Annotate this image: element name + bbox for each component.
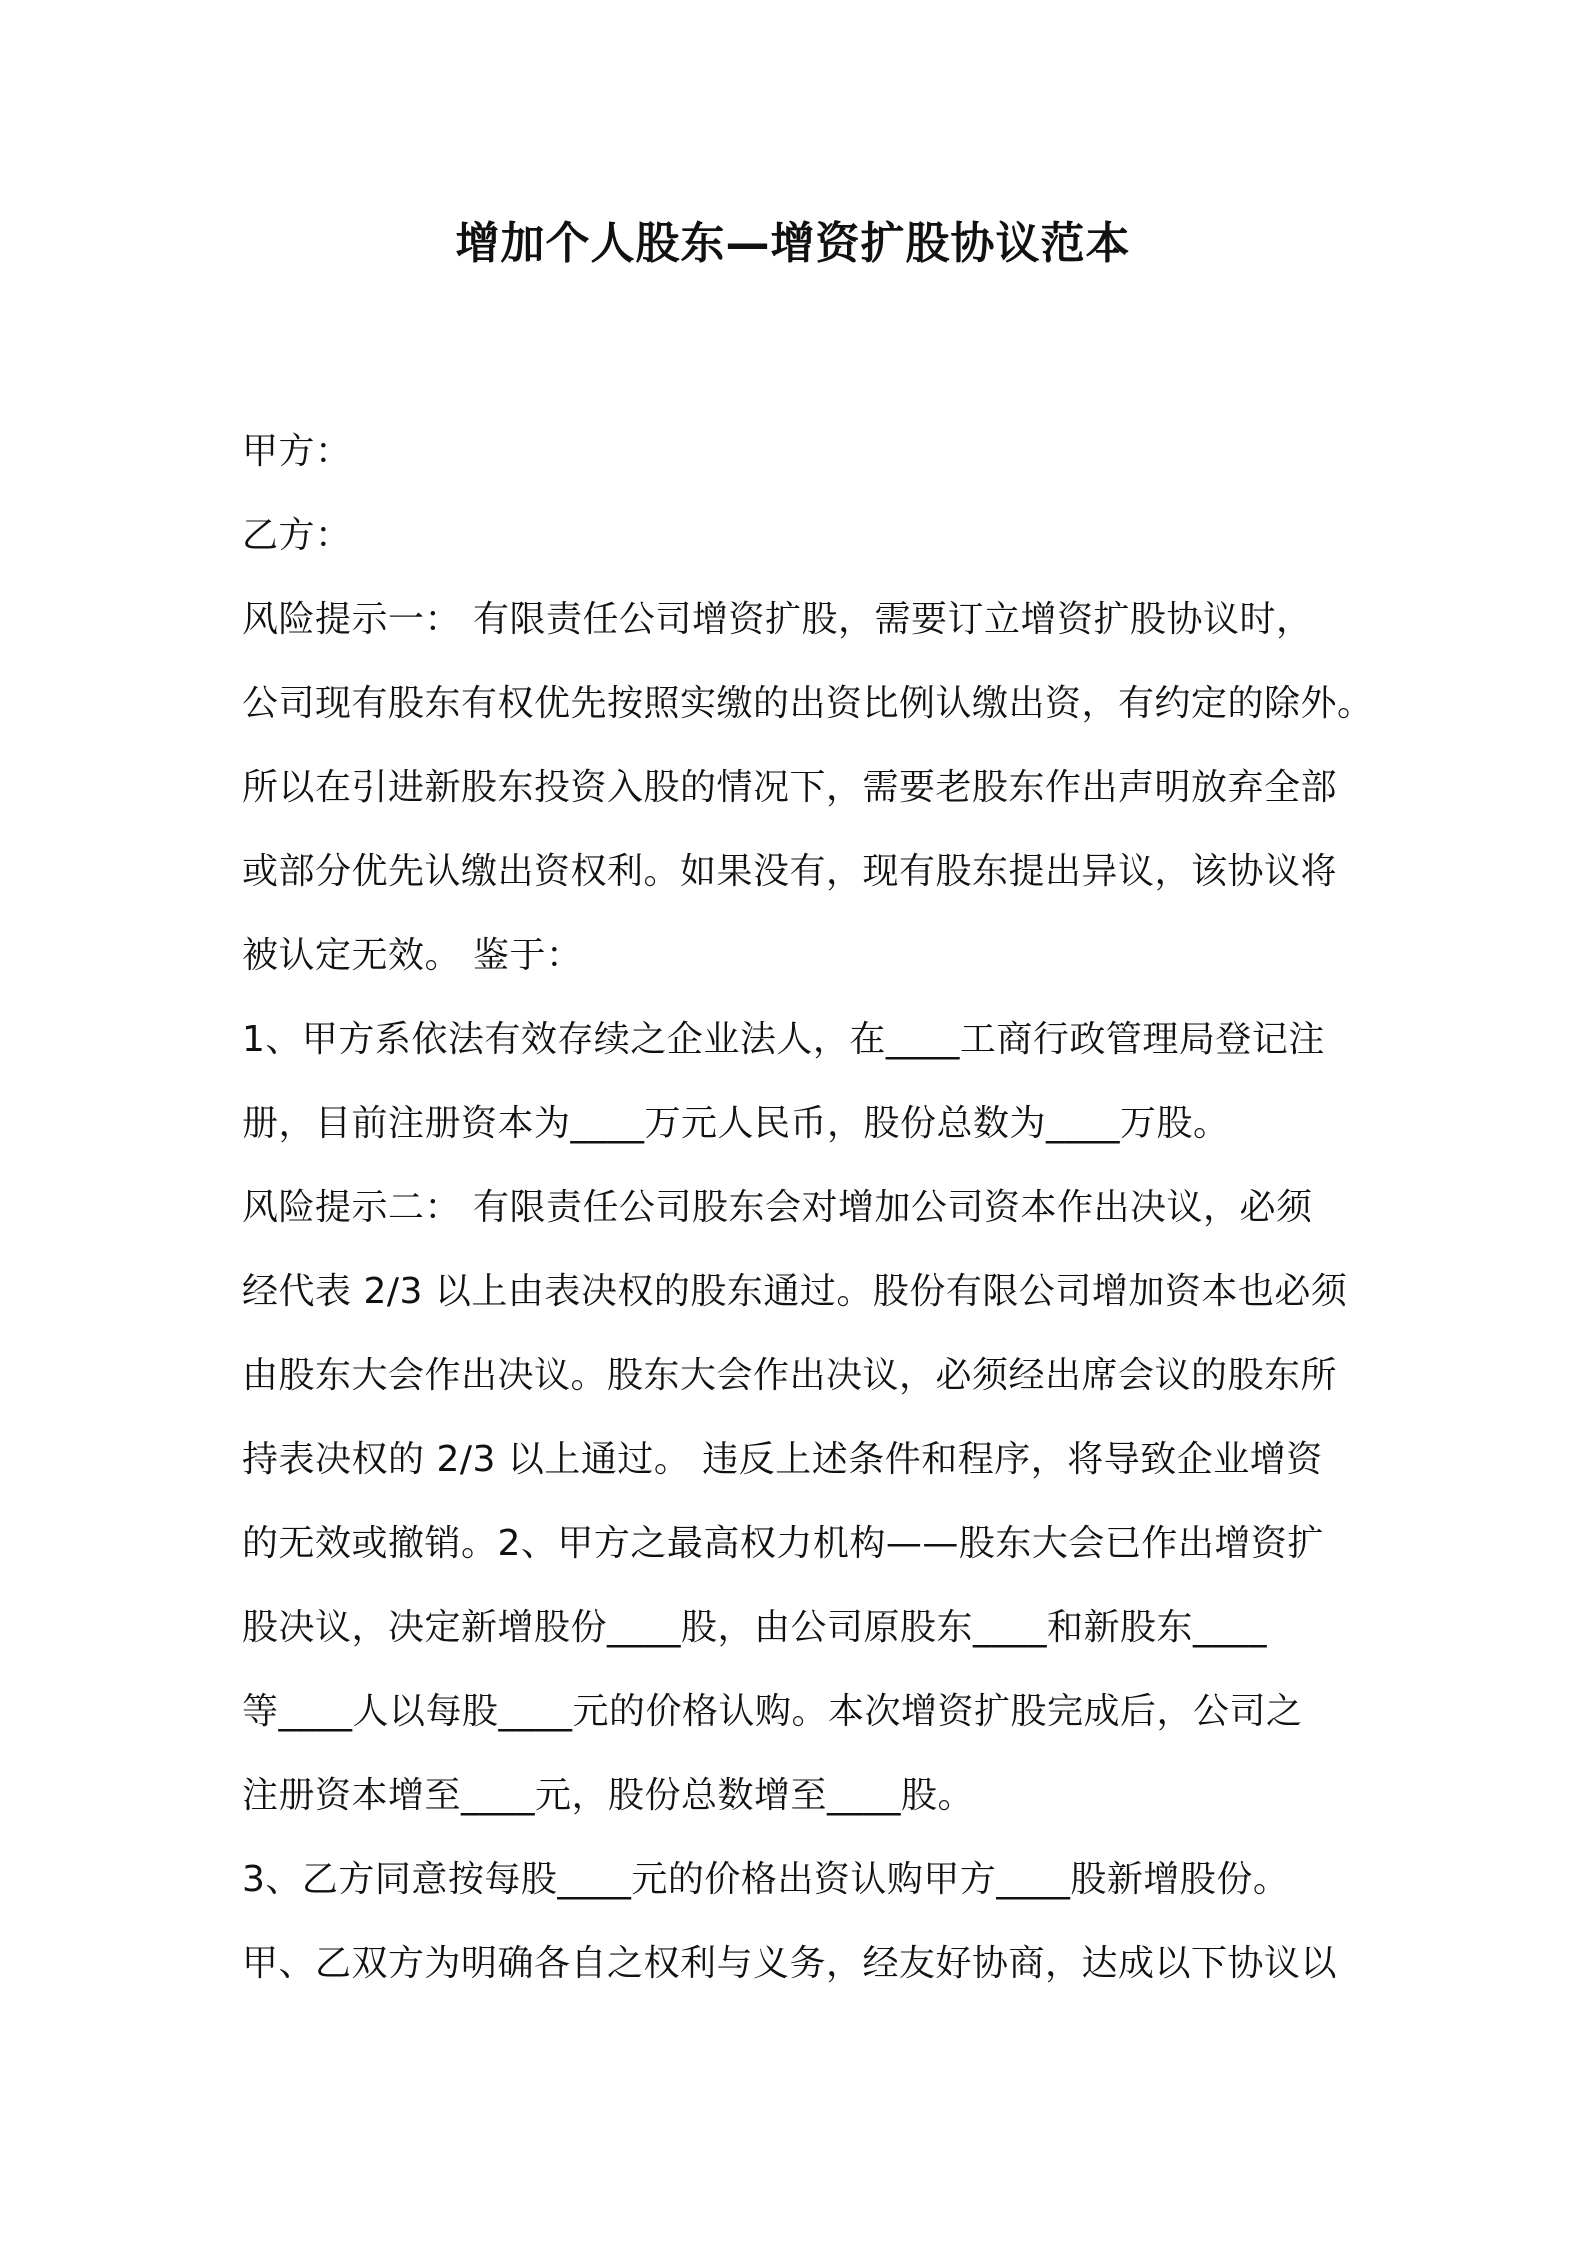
text-line: 甲方： <box>242 431 352 472</box>
text-line: 风险提示一： 有限责任公司增资扩股，需要订立增资扩股协议时， <box>242 599 1313 640</box>
text-line: 经代表 2/3 以上由表决权的股东通过。股份有限公司增加资本也必须 <box>242 1271 1348 1312</box>
text-line: 甲、乙双方为明确各自之权利与义务，经友好协商，达成以下协议以 <box>242 1943 1338 1984</box>
text-line: 所以在引进新股东投资入股的情况下，需要老股东作出声明放弃全部 <box>242 767 1338 808</box>
text-line: 持表决权的 2/3 以上通过。 违反上述条件和程序，将导致企业增资 <box>242 1439 1323 1480</box>
text-line: 风险提示二： 有限责任公司股东会对增加公司资本作出决议，必须 <box>242 1187 1313 1228</box>
text-line: 乙方： <box>242 515 352 556</box>
text-line: 3、乙方同意按每股____元的价格出资认购甲方____股新增股份。 <box>242 1859 1290 1900</box>
text-line: 册，目前注册资本为____万元人民币，股份总数为____万股。 <box>242 1103 1230 1144</box>
text-line: 股决议，决定新增股份____股，由公司原股东____和新股东____ <box>242 1607 1268 1648</box>
text-line: 被认定无效。 鉴于： <box>242 935 583 976</box>
document-title: 增加个人股东—增资扩股协议范本 <box>455 218 1131 269</box>
text-line: 等____人以每股____元的价格认购。本次增资扩股完成后，公司之 <box>242 1691 1303 1732</box>
text-line: 注册资本增至____元，股份总数增至____股。 <box>242 1775 975 1816</box>
document-body <box>242 410 1374 2006</box>
text-line: 公司现有股东有权优先按照实缴的出资比例认缴出资，有约定的除外。 <box>242 683 1374 724</box>
text-line: 由股东大会作出决议。股东大会作出决议，必须经出席会议的股东所 <box>242 1355 1338 1396</box>
text-line: 的无效或撤销。2、甲方之最高权力机构——股东大会已作出增资扩 <box>242 1523 1324 1564</box>
text-line: 或部分优先认缴出资权利。如果没有，现有股东提出异议，该协议将 <box>242 851 1338 892</box>
text-line: 1、甲方系依法有效存续之企业法人，在____工商行政管理局登记注 <box>242 1019 1325 1060</box>
